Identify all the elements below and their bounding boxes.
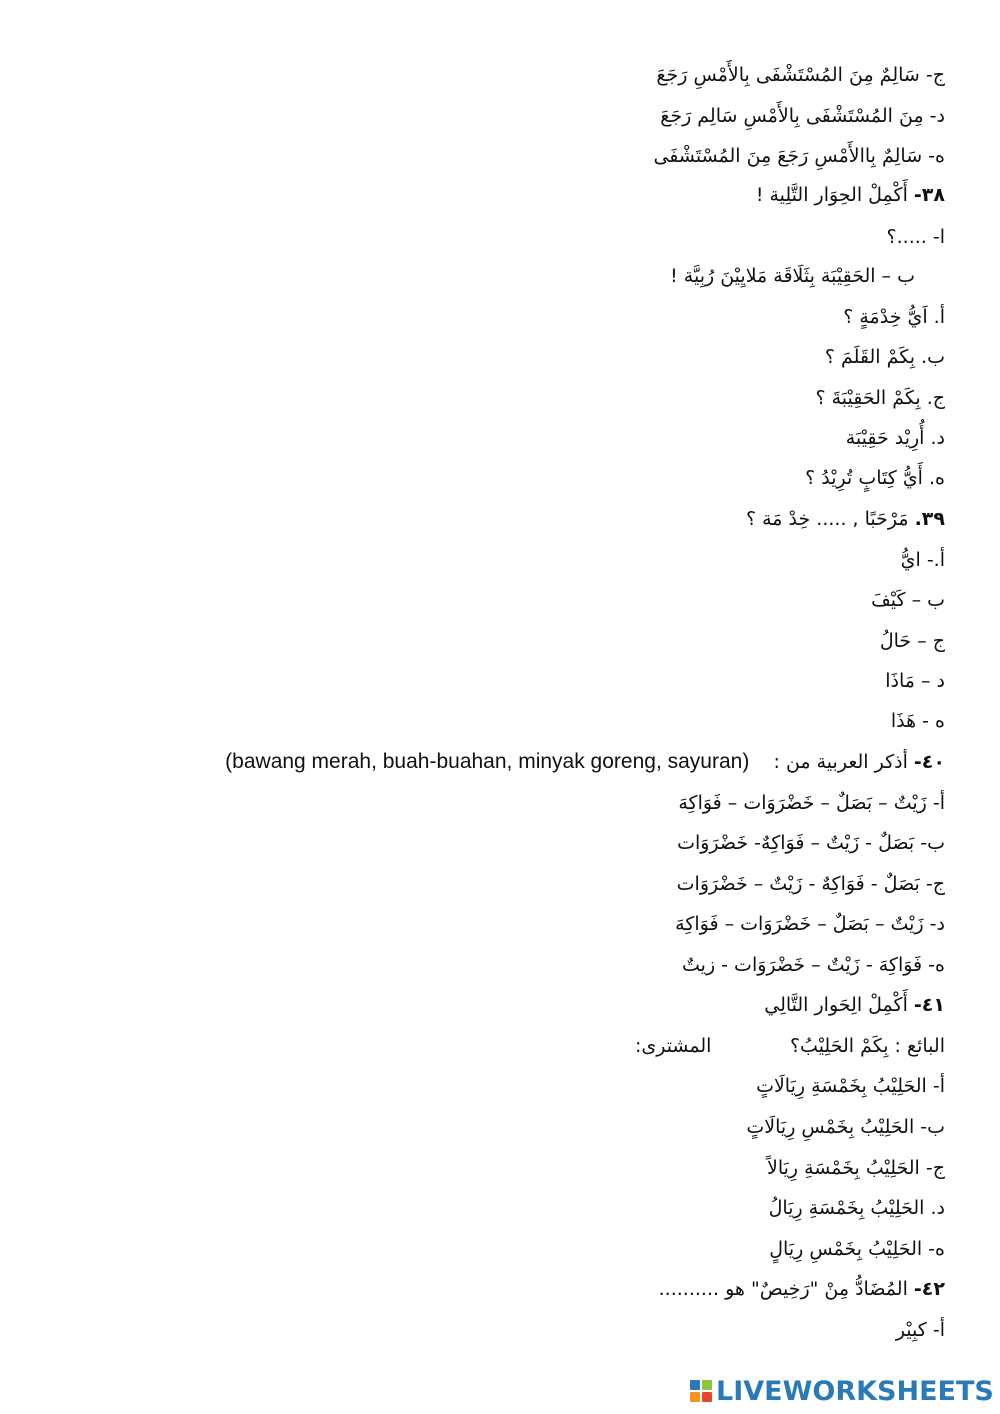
option-line: ج- الحَلِيْبُ بِخَمْسَةِ رِيَالاً (766, 1157, 945, 1179)
question-number: ٤٢- (913, 1278, 945, 1300)
question-text: أَكْمِلْ الِحَوار التَّالِي (764, 994, 908, 1016)
dialog-line: ب – الحَقِيْبَة بِثَلَاقَة مَلايِيْنَ رُبِيَّة ! (670, 265, 915, 287)
option-line: ب – كَيْفَ (871, 589, 945, 611)
question-number: ٣٩. (914, 508, 945, 530)
option-line: ج – حَالُ (879, 630, 945, 652)
option-line: ه- الحَلِيْبُ بِخَمْسِ رِيَالٍ (769, 1238, 945, 1260)
option-line: أ- زَيْتٌ – بَصَلٌ – خَضْرَوَات – فَوَاكِهَ (678, 792, 945, 814)
liveworksheets-logo (690, 1374, 994, 1408)
option-line: أ- الحَلِيْبُ بِخَمْسَةِ رِيَالَاتٍ (756, 1075, 945, 1097)
option-line: ب- الحَلِيْبُ بِخَمْسِ رِيَالَاتٍ (746, 1116, 945, 1138)
question-text: أذكر العربية من : (773, 751, 908, 773)
dialog-line: ا- .....؟ (886, 226, 945, 248)
option-line: د- زَيْتٌ – بَصَلٌ – خَضْرَوَات – فَوَاكِهَ (675, 913, 945, 935)
question-38 (756, 182, 945, 208)
question-41 (764, 992, 945, 1018)
option-line: د. الحَلِيْبُ بِخَمْسَةِ رِيَالُ (768, 1197, 945, 1219)
question-text: المُضَادُّ مِنْ "رَخِيصٌ" هو .......... (658, 1278, 908, 1300)
question-number: ٣٨- (913, 184, 945, 206)
question-39 (746, 506, 945, 532)
option-line: د- مِنَ المُسْتَشْفَى بِالأَمْسِ سَالِم رَجَعَ (660, 105, 945, 127)
option-line: ج- بَصَلٌ - فَوَاكِهٌ - زَيْتٌ – خَضْرَوَات (676, 873, 945, 895)
logo-text: LIVEWORKSHEETS (716, 1375, 994, 1407)
logo-mark-icon (690, 1380, 712, 1402)
question-42 (659, 1276, 945, 1302)
option-line: أ.- ايُّ (900, 549, 945, 571)
option-line: ج- سَالِمٌ مِنَ المُسْتَشْفَى بِالأَمْسِ رَجَعَ (656, 64, 945, 86)
option-line: د – مَاذَا (885, 670, 945, 692)
question-hint: (bawang merah, buah-buahan, minyak goreng, sayuran) (225, 750, 750, 773)
question-number: ٤٠- (913, 751, 945, 773)
question-40 (225, 749, 945, 775)
question-text: أَكْمِلْ الحِوَار التَّلِية ! (755, 184, 908, 206)
option-line: ه. أَيُّ كِتَابٍ تُرِيْدُ ؟ (805, 467, 945, 489)
buyer-line: المشترى: (634, 1035, 712, 1057)
option-line: أ. اَيُّ خِدْمَةٍ ؟ (843, 306, 945, 328)
seller-line: البائع : بِكَمْ الحَلِيْبُ؟ (789, 1035, 945, 1057)
option-line: ب- بَصَلٌ - زَيْتٌ – فَوَاكِهٌ- خَضْرَوَات (677, 832, 945, 854)
option-line: ه- سَالِمٌ بِاالأَمْسِ رَجَعَ مِنَ المُسْتَشْفَى (653, 145, 945, 167)
option-line: د. أُرِيْد حَقِيْبَة (845, 427, 945, 449)
option-line: ه - هَذَا (890, 710, 945, 732)
dialog-line (635, 1033, 945, 1059)
option-line: ه- فَوَاكِهَ - زَيْتٌ – خَضْرَوَات - زيتٌ (682, 954, 945, 976)
option-line: ب. بِكَمْ القَلَمَ ؟ (824, 346, 945, 368)
option-line: أ- كبِيْر (895, 1319, 945, 1341)
option-line: ج. بِكَمْ الحَقِيْبَةَ ؟ (815, 387, 945, 409)
question-number: ٤١- (913, 994, 945, 1016)
question-text: مَرْحَبًا , ..... خِدْ مَة ؟ (746, 508, 909, 530)
